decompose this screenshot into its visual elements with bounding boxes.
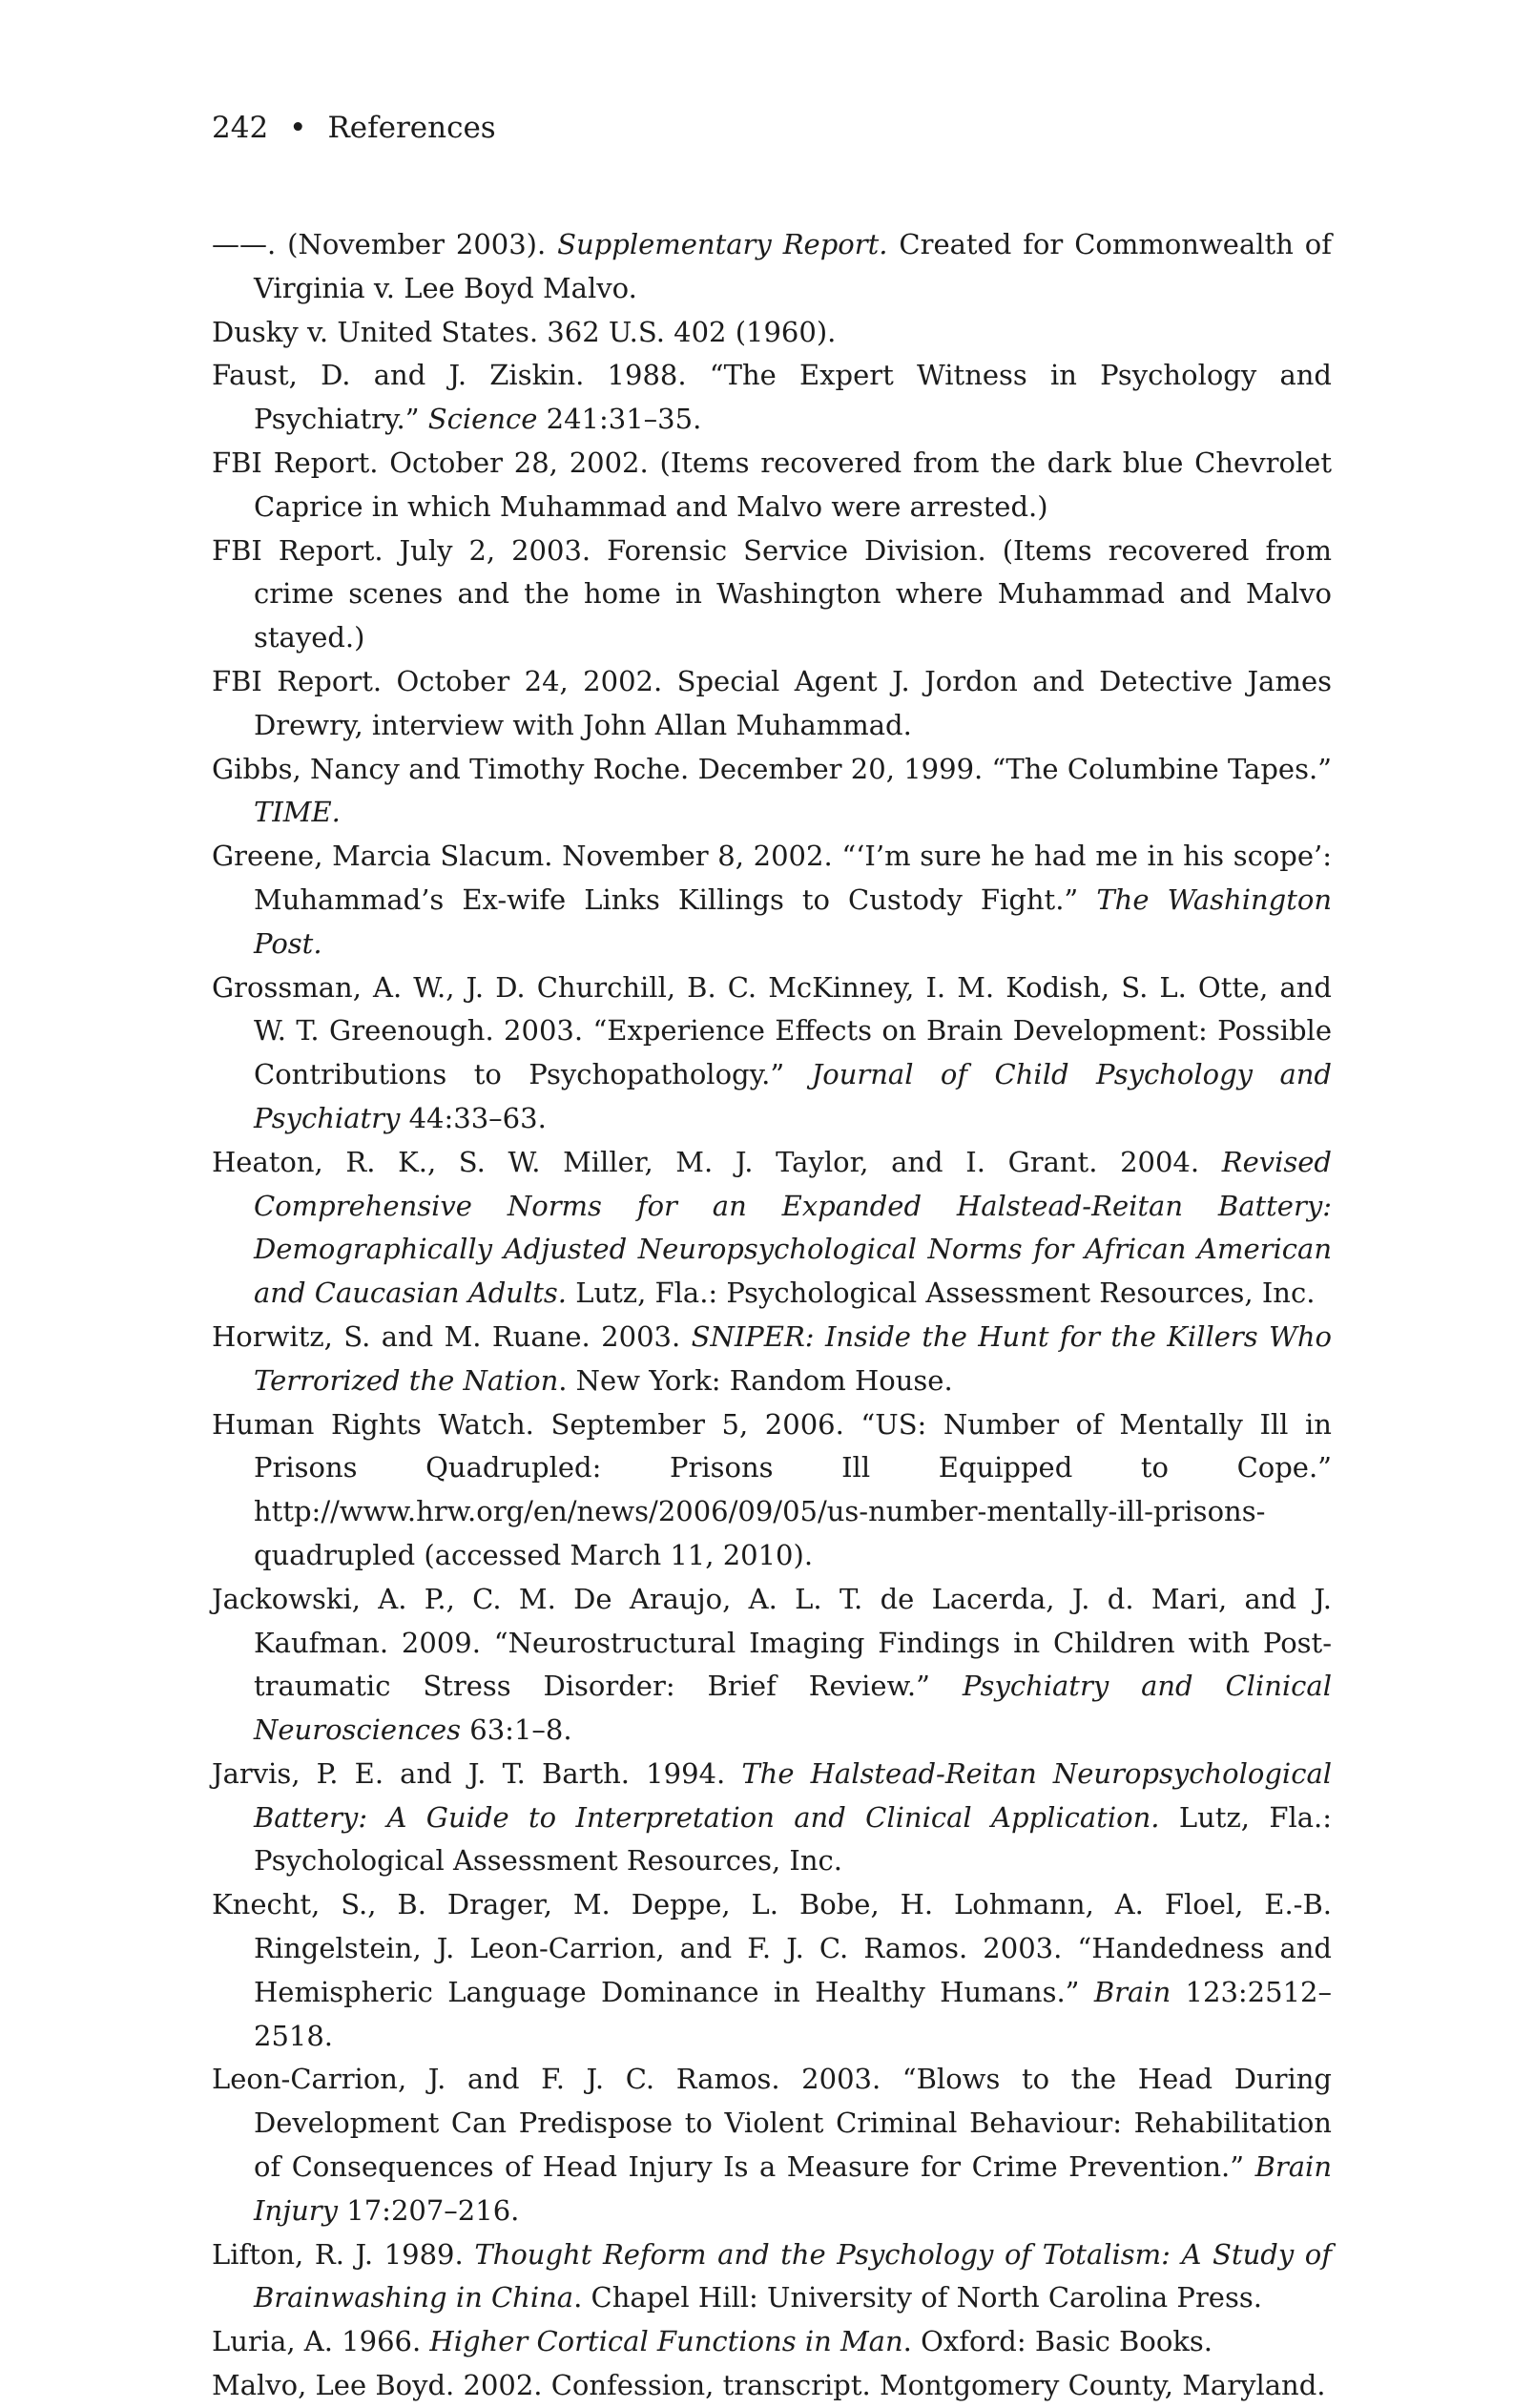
reference-entry	[212, 966, 1332, 1141]
reference-text: 44:33–63.	[400, 1101, 547, 1134]
reference-entry	[212, 748, 1332, 836]
reference-text: Human Rights Watch. September 5, 2006. “US: Number of Mentally Ill in Prisons Quadrupled: Prisons Ill Equipped to Cope.” http://www.hrw.org/en/news/2006/09/05/us-number-mentally-ill-prisons-quadrupled (accessed March 11, 2010).	[212, 1407, 1332, 1571]
reference-entry	[212, 2320, 1332, 2364]
reference-text: Jackowski, A. P., C. M. De Araujo, A. L. T. de Lacerda, J. d. Mari, and J. Kaufman. 2009. “Neurostructural Imaging Findings in Children with Post-traumatic Stress Disorder: Brief Review.”	[212, 1582, 1332, 1703]
reference-title-italic: Journal of Child Psychology and Psychiatry	[254, 1058, 1332, 1134]
reference-text: Lutz, Fla.: Psychological Assessment Resources, Inc.	[254, 1800, 1332, 1878]
reference-entry	[212, 2364, 1332, 2408]
reference-entry	[212, 1403, 1332, 1578]
reference-entry	[212, 2058, 1332, 2232]
reference-entry	[212, 529, 1332, 660]
reference-text: Malvo, Lee Boyd. 2002. Confession, transcript. Montgomery County, Maryland.	[212, 2369, 1326, 2402]
reference-entry	[212, 442, 1332, 529]
reference-title-italic: SNIPER: Inside the Hunt for the Killers Who Terrorized the Nation	[254, 1319, 1332, 1397]
reference-entry	[212, 2233, 1332, 2321]
reference-entry	[212, 1883, 1332, 2058]
reference-entry	[212, 223, 1332, 311]
reference-text: 123:2512–2518.	[254, 1975, 1332, 2052]
page-number: 242	[212, 111, 269, 145]
reference-entry	[212, 1578, 1332, 1753]
reference-text: Horwitz, S. and M. Ruane. 2003.	[212, 1319, 692, 1353]
reference-title-italic: Brain Injury	[254, 2150, 1332, 2227]
reference-text: Dusky v. United States. 362 U.S. 402 (1960).	[212, 315, 837, 348]
reference-entry	[212, 354, 1332, 442]
section-title: References	[327, 111, 496, 145]
reference-text: Heaton, R. K., S. W. Miller, M. J. Taylor, and I. Grant. 2004.	[212, 1145, 1222, 1178]
reference-title-italic: The Washington Post.	[254, 882, 1333, 960]
reference-text: Jarvis, P. E. and J. T. Barth. 1994.	[212, 1756, 742, 1790]
reference-text: 241:31–35.	[537, 403, 702, 436]
reference-entry	[212, 835, 1332, 965]
reference-text: 17:207–216.	[338, 2193, 520, 2227]
reference-title-italic: Revised Comprehensive Norms for an Expanded Halstead-Reitan Battery: Demographically Adjusted Neuropsychological Norms for African American and Caucasian Adults.	[254, 1145, 1332, 1310]
reference-text: Faust, D. and J. Ziskin. 1988. “The Expert Witness in Psychology and Psychiatry.”	[212, 359, 1332, 436]
reference-list	[212, 223, 1332, 2408]
reference-text: Knecht, S., B. Drager, M. Deppe, L. Bobe, H. Lohmann, A. Floel, E.-B. Ringelstein, J. Leon-Carrion, and F. J. C. Ramos. 2003. “Handedness and Hemispheric Language Dominance in Healthy Humans.”	[212, 1888, 1332, 2008]
reference-entry	[212, 1753, 1332, 1883]
reference-text: ——. (November 2003).	[212, 228, 558, 260]
reference-title-italic: Psychiatry and Clinical Neurosciences	[254, 1670, 1332, 1747]
reference-title-italic: The Halstead-Reitan Neuropsychological Battery: A Guide to Interpretation and Clinical Application.	[254, 1756, 1333, 1834]
header-separator: •	[289, 111, 307, 145]
reference-entry	[212, 660, 1332, 748]
reference-text: Leon-Carrion, J. and F. J. C. Ramos. 2003. “Blows to the Head During Development Can Predispose to Violent Criminal Behaviour: Rehabilitation of Consequences of Head Injury Is a Measure for Crime Prevention.”	[212, 2063, 1332, 2184]
reference-title-italic: Higher Cortical Functions in Man	[429, 2325, 903, 2358]
reference-text: . New York: Random House.	[558, 1363, 953, 1397]
reference-text: Lifton, R. J. 1989.	[212, 2237, 475, 2271]
reference-text: FBI Report. October 24, 2002. Special Agent J. Jordon and Detective James Drewry, interview with John Allan Muhammad.	[212, 664, 1332, 741]
reference-text: FBI Report. July 2, 2003. Forensic Service Division. (Items recovered from crime scenes and the home in Washington where Muhammad and Malvo stayed.)	[212, 533, 1332, 654]
reference-entry	[212, 1316, 1332, 1403]
reference-entry	[212, 1141, 1332, 1316]
reference-text: FBI Report. October 28, 2002. (Items recovered from the dark blue Chevrolet Caprice in which Muhammad and Malvo were arrested.)	[212, 446, 1332, 523]
reference-title-italic: Thought Reform and the Psychology of Totalism: A Study of Brainwashing in China	[254, 2237, 1332, 2315]
reference-text: Lutz, Fla.: Psychological Assessment Resources, Inc.	[567, 1277, 1316, 1310]
reference-title-italic: Science	[427, 403, 538, 436]
running-head	[212, 109, 496, 147]
reference-text: . Oxford: Basic Books.	[902, 2325, 1213, 2358]
reference-title-italic: Brain	[1093, 1975, 1171, 2008]
reference-entry	[212, 311, 1332, 355]
reference-text: Grossman, A. W., J. D. Churchill, B. C. McKinney, I. M. Kodish, S. L. Otte, and W. T. Greenough. 2003. “Experience Effects on Brain Development: Possible Contributions to Psychopathology.”	[212, 970, 1332, 1091]
reference-text: Gibbs, Nancy and Timothy Roche. December 20, 1999. “The Columbine Tapes.”	[212, 752, 1332, 785]
reference-title-italic: Supplementary Report.	[557, 228, 888, 260]
reference-text: . Chapel Hill: University of North Carolina Press.	[573, 2281, 1262, 2315]
reference-text: 63:1–8.	[461, 1713, 572, 1747]
reference-text: Created for Commonwealth of Virginia v. Lee Boyd Malvo.	[254, 228, 1332, 304]
reference-text: Greene, Marcia Slacum. November 8, 2002. “‘I’m sure he had me in his scope’: Muhammad’s Ex-wife Links Killings to Custody Fight.”	[212, 840, 1332, 916]
reference-title-italic: TIME.	[254, 796, 341, 829]
reference-text: Luria, A. 1966.	[212, 2325, 430, 2358]
